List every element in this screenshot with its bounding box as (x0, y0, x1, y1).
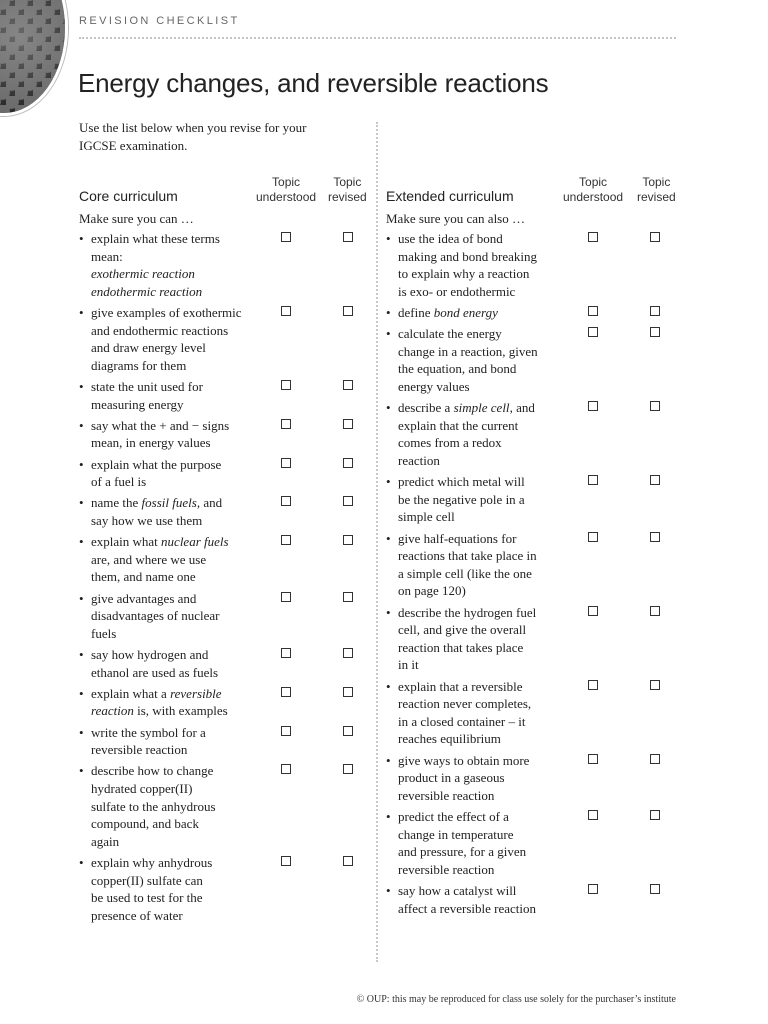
item-line-text: , and (509, 400, 535, 416)
topic-revised-checkbox[interactable] (343, 419, 353, 429)
item-text (386, 752, 551, 805)
item-text (79, 230, 244, 300)
item-line: be the negative pole in a (398, 491, 525, 507)
item-line: say how we use them (91, 512, 203, 528)
topic-understood-checkbox[interactable] (281, 380, 291, 390)
item-line: • give half-equations for (398, 530, 517, 546)
item-line: comes from a redox (398, 435, 502, 451)
checklist-item (386, 230, 686, 304)
item-line-text: explain what (91, 534, 162, 550)
checklist-item (386, 325, 686, 399)
item-line-text: is, with examples (133, 703, 228, 719)
topic-understood-checkbox[interactable] (281, 764, 291, 774)
header-line: Topic (333, 175, 362, 189)
item-line: sulfate to the anhydrous (91, 798, 216, 814)
item-line: presence of water (91, 907, 183, 923)
item-line-text: name the (91, 495, 142, 511)
item-line (91, 533, 244, 551)
checklist-item (79, 854, 374, 928)
topic-revised-checkbox[interactable] (343, 496, 353, 506)
item-line (91, 494, 244, 512)
topic-understood-checkbox[interactable] (281, 458, 291, 468)
extended-lead: Make sure you can also … (386, 211, 525, 226)
item-line-text: explain what a (91, 685, 171, 701)
header-line: understood (256, 190, 317, 204)
item-term: reversible (170, 685, 222, 701)
item-line: simple cell (398, 509, 455, 525)
core-item-list (79, 230, 374, 928)
topic-understood-checkbox[interactable] (281, 726, 291, 736)
item-text (386, 882, 551, 917)
item-line: making and bond breaking (398, 248, 537, 264)
topic-understood-checkbox[interactable] (281, 232, 291, 242)
item-text (79, 762, 244, 850)
header-line: Topic (579, 175, 608, 189)
item-line: reversible reaction (91, 742, 188, 758)
item-line (91, 702, 244, 720)
checklist-item (79, 590, 374, 646)
item-line: a simple cell (like the one (398, 565, 532, 581)
topic-understood-checkbox[interactable] (588, 680, 598, 690)
checklist-item (79, 494, 374, 533)
item-line: product in a gaseous (398, 770, 505, 786)
topic-understood-checkbox[interactable] (588, 327, 598, 337)
checklist-item (386, 530, 686, 604)
item-term: bond energy (433, 305, 498, 320)
item-term: simple cell (453, 400, 510, 416)
core-heading: Core curriculum (79, 188, 178, 204)
topic-understood-checkbox[interactable] (588, 532, 598, 542)
item-line: reaction (398, 452, 440, 468)
topic-understood-header (563, 175, 623, 205)
extended-item-list (386, 230, 686, 921)
topic-revised-header (637, 175, 676, 205)
item-term: fossil fuels (141, 495, 197, 511)
column-divider (376, 122, 378, 962)
topic-understood-checkbox[interactable] (281, 856, 291, 866)
topic-understood-checkbox[interactable] (281, 535, 291, 545)
item-line: • say what the + and − signs (91, 417, 230, 433)
item-line: • give ways to obtain more (398, 752, 530, 768)
item-line: • say how hydrogen and (91, 646, 209, 662)
topic-revised-checkbox[interactable] (650, 884, 660, 894)
checklist-item (79, 762, 374, 854)
item-line: reaches equilibrium (398, 731, 501, 747)
checklist-item (386, 678, 686, 752)
topic-revised-checkbox[interactable] (650, 754, 660, 764)
item-line: again (91, 833, 120, 849)
topic-understood-header (256, 175, 316, 205)
item-text (79, 724, 244, 759)
item-line: change in a reaction, given (398, 343, 538, 359)
item-line: explain that the current (398, 417, 519, 433)
item-line: • say how a catalyst will (398, 882, 517, 898)
topic-revised-checkbox[interactable] (343, 687, 353, 697)
item-line: hydrated copper(II) (91, 780, 193, 796)
topic-revised-checkbox[interactable] (343, 856, 353, 866)
item-line: on page 120) (398, 583, 466, 599)
page-title: Energy changes, and reversible reactions (78, 68, 549, 98)
item-line (91, 685, 244, 703)
extended-heading: Extended curriculum (386, 188, 514, 204)
header-line: understood (563, 190, 624, 204)
item-line: and endothermic reactions (91, 322, 229, 338)
item-text (386, 230, 551, 300)
item-text (79, 533, 244, 586)
checklist-item (79, 304, 374, 378)
item-term: nuclear fuels (161, 534, 229, 550)
item-line: • give advantages and (91, 590, 197, 606)
core-column-header (79, 170, 374, 210)
topic-revised-checkbox[interactable] (343, 648, 353, 658)
item-line-text: define (398, 305, 434, 320)
item-text (386, 530, 551, 600)
item-line: • explain that a reversible (398, 678, 523, 694)
item-line: • describe the hydrogen fuel (398, 604, 537, 620)
item-line-text: , and (196, 495, 223, 511)
item-line: affect a reversible reaction (398, 900, 536, 916)
topic-revised-checkbox[interactable] (650, 306, 660, 316)
topic-revised-checkbox[interactable] (650, 810, 660, 820)
topic-understood-checkbox[interactable] (588, 884, 598, 894)
item-line-text: describe a (398, 400, 454, 416)
checklist-item (386, 808, 686, 882)
item-line: • describe how to change (91, 763, 214, 779)
header-line: revised (637, 190, 676, 204)
core-lead: Make sure you can … (79, 211, 194, 226)
topic-revised-checkbox[interactable] (650, 401, 660, 411)
item-line: ethanol are used as fuels (91, 664, 219, 680)
item-line: copper(II) sulfate can (91, 872, 203, 888)
checklist-item (79, 685, 374, 724)
item-line: • calculate the energy (398, 326, 502, 342)
item-term: exothermic reaction (91, 266, 195, 282)
topic-understood-checkbox[interactable] (281, 306, 291, 316)
item-text (79, 646, 244, 681)
item-line: • write the symbol for a (91, 724, 206, 740)
checklist-item (79, 646, 374, 685)
item-line: diagrams for them (91, 357, 187, 373)
item-line: disadvantages of nuclear (91, 608, 220, 624)
topic-revised-checkbox[interactable] (650, 327, 660, 337)
item-line: the equation, and bond (398, 361, 517, 377)
topic-understood-checkbox[interactable] (588, 606, 598, 616)
item-text (386, 678, 551, 748)
topic-revised-checkbox[interactable] (343, 306, 353, 316)
item-line: • predict which metal will (398, 474, 525, 490)
item-line: and draw energy level (91, 340, 206, 356)
header-line: Topic (642, 175, 671, 189)
checklist-item (386, 304, 686, 325)
item-text (386, 604, 551, 674)
item-line: and pressure, for a given (398, 844, 527, 860)
item-line: mean: (91, 248, 123, 264)
topic-revised-checkbox[interactable] (650, 532, 660, 542)
item-line: • explain what the purpose (91, 456, 222, 472)
item-line: mean, in energy values (91, 435, 211, 451)
item-line: change in temperature (398, 826, 514, 842)
core-curriculum-column (79, 170, 374, 928)
checklist-item (386, 882, 686, 921)
item-line: reversible reaction (398, 787, 495, 803)
item-term: reaction (91, 703, 134, 719)
item-line: • explain what these terms (91, 231, 220, 246)
item-text (79, 590, 244, 643)
item-line (398, 399, 551, 417)
topic-understood-checkbox[interactable] (588, 401, 598, 411)
item-text (79, 685, 244, 720)
item-line: reactions that take place in (398, 548, 537, 564)
item-line: • give examples of exothermic (91, 305, 242, 320)
checklist-item (79, 724, 374, 763)
topic-revised-checkbox[interactable] (343, 764, 353, 774)
item-line: reaction never completes, (398, 696, 532, 712)
item-text (79, 456, 244, 491)
topic-revised-checkbox[interactable] (650, 680, 660, 690)
topic-revised-checkbox[interactable] (343, 726, 353, 736)
item-line: of a fuel is (91, 474, 147, 490)
checklist-item (386, 752, 686, 808)
topic-revised-checkbox[interactable] (343, 232, 353, 242)
checklist-item (386, 399, 686, 473)
topic-understood-checkbox[interactable] (588, 754, 598, 764)
topic-revised-checkbox[interactable] (650, 232, 660, 242)
topic-understood-checkbox[interactable] (588, 232, 598, 242)
item-line: fuels (91, 625, 117, 641)
item-line: energy values (398, 378, 470, 394)
item-text (79, 494, 244, 529)
topic-understood-checkbox[interactable] (281, 687, 291, 697)
checklist-item (79, 456, 374, 495)
topic-revised-header (328, 175, 367, 205)
topic-revised-checkbox[interactable] (650, 475, 660, 485)
topic-understood-checkbox[interactable] (281, 496, 291, 506)
topic-understood-checkbox[interactable] (281, 419, 291, 429)
item-text (386, 473, 551, 526)
item-line: reaction that takes place (398, 639, 524, 655)
header-line: revised (328, 190, 367, 204)
intro-line: Use the list below when you revise for your (79, 120, 307, 135)
item-line: cell, and give the overall (398, 622, 527, 638)
topic-revised-checkbox[interactable] (343, 592, 353, 602)
item-line: them, and name one (91, 569, 196, 585)
intro-line: IGCSE examination. (79, 138, 188, 153)
item-text (79, 854, 244, 924)
topic-revised-checkbox[interactable] (343, 535, 353, 545)
item-term: endothermic reaction (91, 283, 203, 299)
intro-text (79, 119, 349, 155)
item-line: in it (398, 657, 419, 673)
item-line: to explain why a reaction (398, 266, 530, 282)
item-text (386, 399, 551, 469)
checklist-item (79, 533, 374, 589)
item-line: • explain why anhydrous (91, 854, 213, 870)
header-divider (79, 37, 676, 39)
topic-revised-checkbox[interactable] (650, 606, 660, 616)
item-line: are, and where we use (91, 551, 207, 567)
item-line: is exo- or endothermic (398, 283, 516, 299)
header-line: Topic (272, 175, 301, 189)
item-text (386, 304, 551, 322)
topic-revised-checkbox[interactable] (343, 458, 353, 468)
checklist-item (79, 417, 374, 456)
item-text (79, 304, 244, 374)
item-text (386, 808, 551, 878)
item-line: • predict the effect of a (398, 808, 509, 824)
item-line (398, 304, 551, 322)
item-line: measuring energy (91, 396, 184, 412)
item-line: • use the idea of bond (398, 231, 503, 246)
item-line: reversible reaction (398, 861, 495, 877)
extended-column-header (386, 170, 686, 210)
item-text (79, 378, 244, 413)
checklist-item (386, 604, 686, 678)
extended-curriculum-column (386, 170, 686, 921)
item-text (386, 325, 551, 395)
topic-understood-checkbox[interactable] (281, 648, 291, 658)
topic-revised-checkbox[interactable] (343, 380, 353, 390)
checklist-item (386, 473, 686, 529)
section-label: REVISION CHECKLIST (79, 15, 240, 27)
item-line: in a closed container – it (398, 713, 526, 729)
copyright-footer: © OUP: this may be reproduced for class use solely for the purchaser’s institute (356, 994, 676, 1005)
item-line: compound, and back (91, 816, 199, 832)
topic-understood-checkbox[interactable] (588, 810, 598, 820)
checklist-item (79, 230, 374, 304)
item-line: be used to test for the (91, 890, 203, 906)
topic-understood-checkbox[interactable] (281, 592, 291, 602)
corner-sphere-graphic (0, 0, 68, 116)
item-line: • state the unit used for (91, 379, 203, 394)
item-text (79, 417, 244, 452)
checklist-item (79, 378, 374, 417)
topic-understood-checkbox[interactable] (588, 306, 598, 316)
topic-understood-checkbox[interactable] (588, 475, 598, 485)
